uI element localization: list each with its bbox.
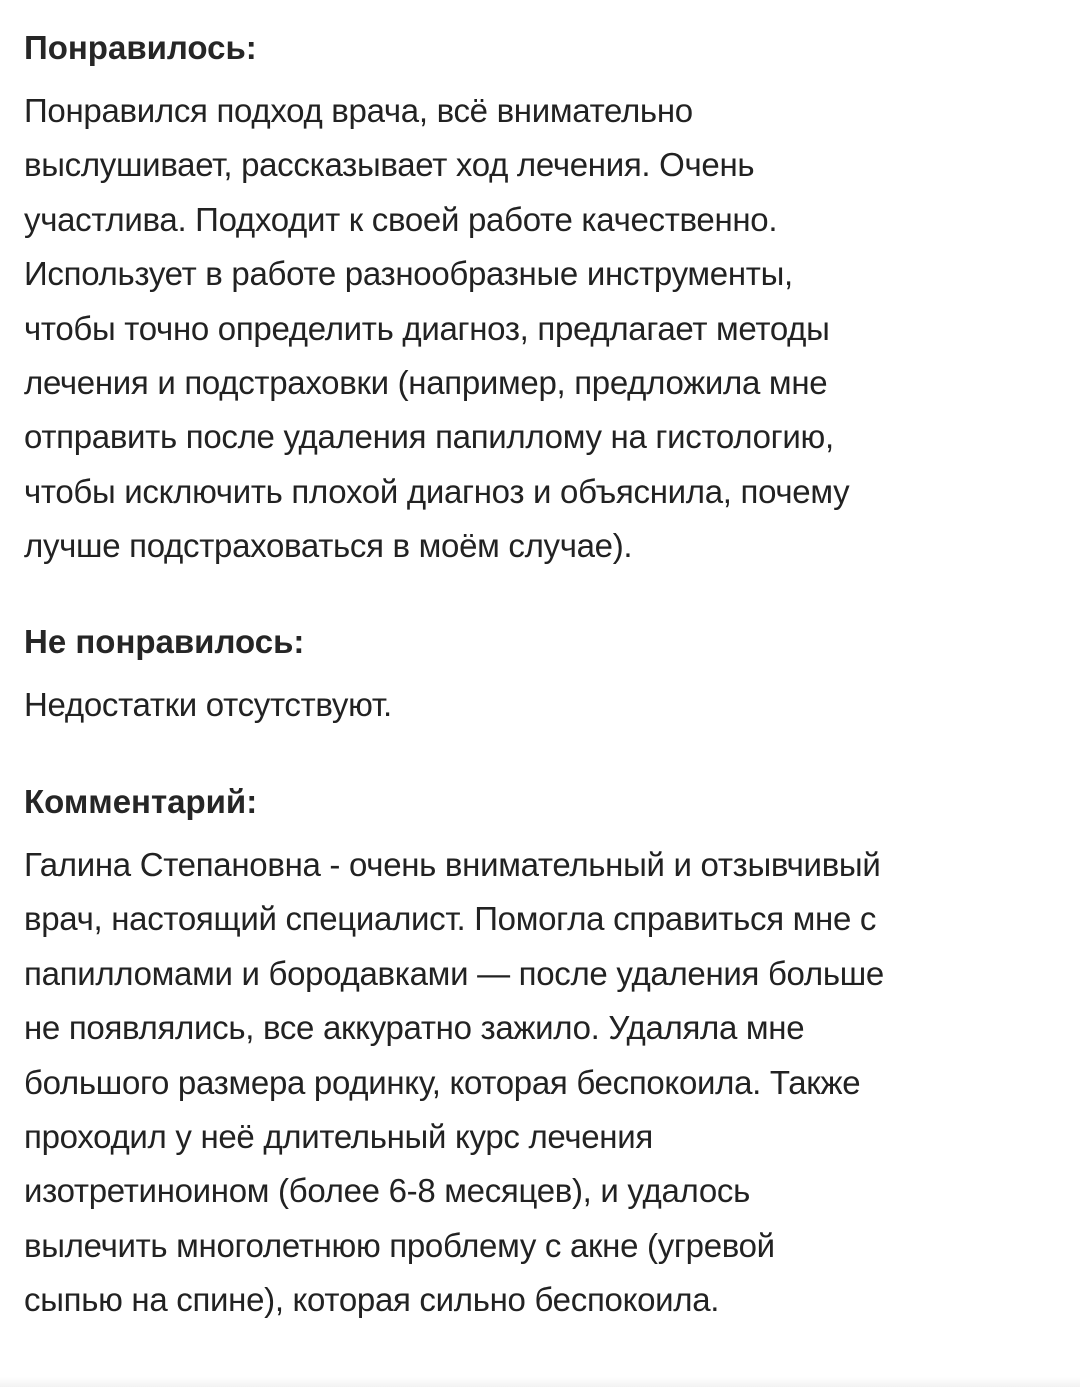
disliked-heading: Не понравилось:	[24, 623, 305, 660]
bottom-divider	[0, 1377, 1080, 1387]
section-disliked	[24, 622, 392, 732]
section-comment	[24, 782, 884, 1328]
liked-heading: Понравилось:	[24, 29, 257, 66]
section-liked	[24, 28, 849, 574]
disliked-text: Недостатки отсутствуют.	[24, 686, 392, 723]
comment-heading: Комментарий:	[24, 783, 258, 820]
liked-text: Понравился подход врача, всё внимательно выслушивает, рассказывает ход лечения. Очень участлива. Подходит к своей работе качественно. Использует в работе разнообразные инструменты, чтобы точно определить диагноз, предлагает методы лечения и подстраховки (например, предложила мне отправить после удаления папиллому на гистологию, чтобы исключить плохой диагноз и объяснила, почему лучше подстраховаться в моём случае).	[24, 92, 850, 565]
comment-text: Галина Степановна - очень внимательный и отзывчивый врач, настоящий специалист. Помогла справиться мне с папилломами и бородавками — после удаления больше не появлялись, все аккуратно зажило. Удаляла мне большого размера родинку, которая беспокоила. Также проходил у неё длительный курс лечения изотретиноином (более 6-8 месяцев), и удалось вылечить многолетнюю проблему с акне (угревой сыпью на спине), которая сильно беспокоила.	[24, 846, 884, 1319]
